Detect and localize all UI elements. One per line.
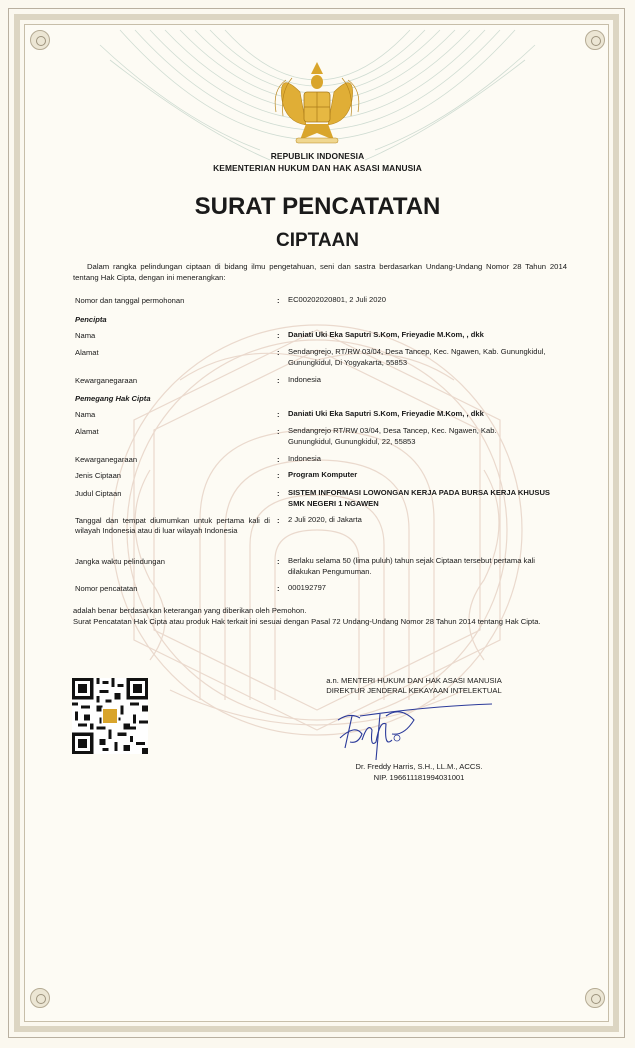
header-country: REPUBLIK INDONESIA — [270, 151, 365, 161]
colon: : — [277, 376, 280, 385]
signature-position: DIREKTUR JENDERAL KEKAYAAN INTELEKTUAL — [326, 686, 502, 695]
creator-nationality-label: Kewarganegaraan — [75, 376, 138, 385]
signatory-name: Dr. Freddy Harris, S.H., LL.M., ACCS. — [355, 762, 483, 771]
colon: : — [277, 427, 280, 436]
colon: : — [277, 557, 280, 566]
colon: : — [277, 455, 280, 464]
creator-name-value: Daniati Uki Eka Saputri S.Kom, Frieyadie M.Kom, , dkk — [288, 330, 484, 339]
creator-name-label: Nama — [75, 331, 96, 340]
signature-on-behalf: a.n. MENTERI HUKUM DAN HAK ASASI MANUSIA — [326, 676, 502, 685]
colon: : — [277, 489, 280, 498]
holder-name-label: Nama — [75, 410, 96, 419]
creator-heading: Pencipta — [75, 315, 107, 324]
record-number-value: 000192797 — [288, 583, 327, 592]
application-value: EC00202020801, 2 Juli 2020 — [288, 295, 386, 304]
colon: : — [277, 331, 280, 340]
holder-address-label: Alamat — [75, 427, 99, 436]
holder-nationality-value: Indonesia — [288, 454, 321, 463]
creator-address-label: Alamat — [75, 348, 99, 357]
announcement-label: Tanggal dan tempat diumumkan untuk pertama kali di wilayah Indonesia atau di luar wilayah Indonesia — [75, 516, 270, 535]
closing-legal-basis: Surat Pencatatan Hak Cipta atau produk Hak terkait ini sesuai dengan Pasal 72 Undang-Undang Nomor 28 Tahun 2014 tentang Hak Cipta. — [73, 617, 541, 626]
holder-address-value: Sendangrejo RT/RW 03/04, Desa Tancep, Kec. Ngawen, Kab. Gunungkidul, Gunungkidul, 22, 55853 — [288, 426, 497, 446]
creator-nationality-value: Indonesia — [288, 375, 321, 384]
announcement-value: 2 Juli 2020, di Jakarta — [288, 515, 362, 524]
signatory-nip: NIP. 196611181994031001 — [373, 773, 465, 782]
qr-code-icon — [72, 678, 148, 754]
work-type-value: Program Komputer — [288, 470, 358, 479]
holder-name-value: Daniati Uki Eka Saputri S.Kom, Frieyadie M.Kom, , dkk — [288, 409, 484, 418]
closing-statement: adalah benar berdasarkan keterangan yang diberikan oleh Pemohon. — [73, 606, 307, 615]
protection-label: Jangka waktu pelindungan — [75, 557, 165, 566]
holder-heading: Pemegang Hak Cipta — [75, 394, 151, 403]
colon: : — [277, 348, 280, 357]
application-label: Nomor dan tanggal permohonan — [75, 296, 185, 305]
work-type-label: Jenis Ciptaan — [75, 471, 122, 480]
holder-nationality-label: Kewarganegaraan — [75, 455, 138, 464]
work-title-label: Judul Ciptaan — [75, 489, 122, 498]
colon: : — [277, 296, 280, 305]
colon: : — [277, 471, 280, 480]
document-subtitle: CIPTAAN — [275, 230, 360, 251]
colon: : — [277, 584, 280, 593]
document-title: SURAT PENCATATAN — [194, 193, 441, 220]
colon: : — [277, 410, 280, 419]
work-title-value: SISTEM INFORMASI LOWONGAN KERJA PADA BURSA KERJA KHUSUS SMK NEGERI 1 NGAWEN — [288, 488, 550, 508]
colon: : — [277, 516, 280, 525]
signature-scribble — [338, 704, 492, 760]
protection-value: Berlaku selama 50 (lima puluh) tahun sejak Ciptaan tersebut pertama kali dilakukan Pengumuman. — [288, 556, 535, 576]
record-number-label: Nomor pencatatan — [75, 584, 138, 593]
intro-paragraph: Dalam rangka pelindungan ciptaan di bidang ilmu pengetahuan, seni dan sastra berdasarkan Undang-Undang Nomor 28 Tahun 2014 tentang Hak Cipta, dengan ini menerangkan: — [73, 262, 567, 282]
creator-address-value: Sendangrejo, RT/RW 03/04, Desa Tancep, Kec. Ngawen, Kab. Gunungkidul, Gunungkidul, Di Yogyakarta, 55853 — [288, 347, 546, 367]
garuda-emblem-icon — [275, 62, 359, 143]
header-ministry: KEMENTERIAN HUKUM DAN HAK ASASI MANUSIA — [213, 163, 422, 173]
